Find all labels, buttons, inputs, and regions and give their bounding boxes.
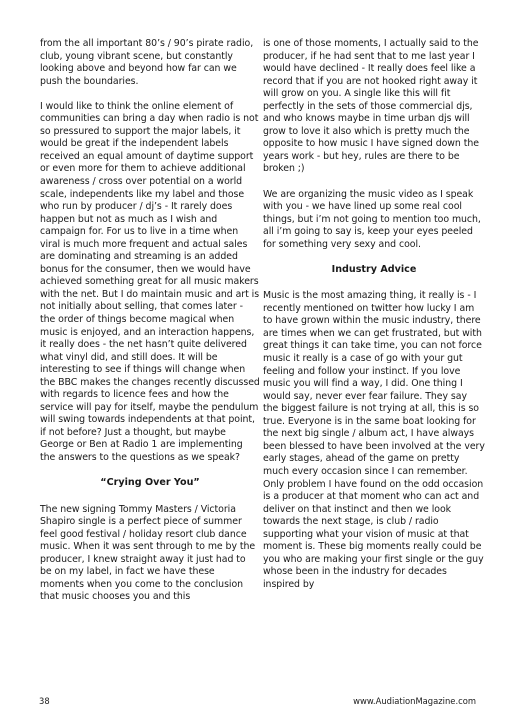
- page-footer: [0, 696, 516, 710]
- website-url: www.AudiationMagazine.com: [353, 696, 476, 706]
- article-paragraph: Music is the most amazing thing, it really is - I recently mentioned on twitter how lucky I am to have grown within the music industry, there are times when we can get frustrated, but with great things it can take time, you can not force music it really is a case of go with your gut feeling and follow your instinct. If you love music you will find a way, I did. One thing I would say, never ever fear failure. They say the biggest failure is not trying at all, this is so true. Everyone is in the same boat looking for the next big single / album act, I have always been blessed to have been involved at the very early stages, ahead of the game on pretty much every occasion since I can remember. Only problem I have found on the odd occasion is a producer at that moment who can act and deliver on that instinct and then we look towards the next stage, is club / radio supporting what your vision of music at that moment is. These big moments really could be you who are making your first single or the guy whose been in the industry for decades inspired by: [263, 290, 485, 590]
- article-paragraph: I would like to think the online element of communities can bring a day when radio is not so pressured to support the major labels, it would be great if the independent labels received an equal amount of daytime support or even more for them to achieve additional awareness / cross over potential on a world scale, independents like my label and those who run by producer / dj’s - It rarely does happen but not as much as I wish and campaign for. For us to live in a time when viral is much more frequent and actual sales are dominating and streaming is an added bonus for the consumer, then we would have achieved something great for all music makers with the net. But I do maintain music and art is not initially about selling, that comes later - the order of things become magical when music is enjoyed, and an interaction happens, it really does - the net hasn’t quite delivered what vinyl did, and still does. It will be interesting to see if things will change when the BBC makes the changes recently discussed with regards to licence fees and how the service will pay for itself, maybe the pendulum will swing towards independents at that point, if not before? Just a thought, but maybe George or Ben at Radio 1 are implementing the answers to the questions as we speak?: [40, 100, 260, 463]
- article-paragraph: The new signing Tommy Masters / Victoria Shapiro single is a perfect piece of summer feel good festival / holiday resort club dance music. When it was sent through to me by the producer, I knew straight away it just had to be on my label, in fact we have these moments when you come to the conclusion that music chooses you and this: [40, 503, 256, 603]
- section-heading-industry-advice: Industry Advice: [331, 263, 417, 275]
- section-heading-crying-over-you: “Crying Over You”: [100, 477, 200, 489]
- left-column: [40, 38, 260, 616]
- page-number: 38: [39, 696, 50, 706]
- right-column: [263, 38, 485, 604]
- article-paragraph: We are organizing the music video as I speak with you - we have lined up some real cool things, but i’m not going to mention too much, all i’m going to say is, keep your eyes peeled for something very sexy and cool.: [263, 188, 481, 250]
- article-paragraph: from the all important 80’s / 90’s pirate radio, club, young vibrant scene, but constantly looking above and beyond how far can we push the boundaries.: [40, 38, 254, 87]
- article-paragraph: is one of those moments, I actually said to the producer, if he had sent that to me last year I would have declined - It really does feel like a record that if you are not hooked right away it will grow on you. A single like this will fit perfectly in the sets of those commercial djs, and who knows maybe in time urban djs will grow to love it also which is pretty much the opposite to how music I have signed down the years work - but hey, rules are there to be broken ;): [263, 38, 479, 175]
